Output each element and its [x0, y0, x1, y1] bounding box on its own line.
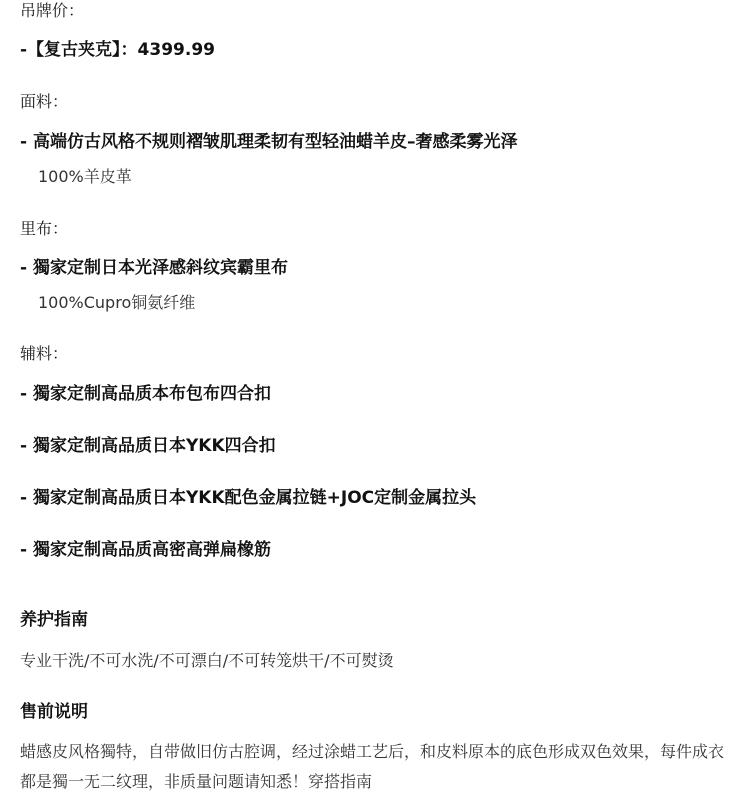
lining-item: - 獨家定制日本光泽感斜纹宾霸里布 [20, 258, 288, 278]
tag-price-label: 吊牌价： [20, 1, 85, 20]
lining-composition: 100%Cupro铜氨纤维 [38, 293, 196, 312]
accessory-item: - 獨家定制高品质日本YKK配色金属拉链+JOC定制金属拉头 [20, 488, 477, 508]
fabric-label: 面料： [20, 92, 69, 111]
care-title: 养护指南 [20, 610, 88, 630]
accessory-item: - 獨家定制高品质本布包布四合扣 [20, 384, 271, 404]
care-text: 专业干洗/不可水洗/不可漂白/不可转笼烘干/不可熨烫 [20, 651, 394, 670]
presale-title: 售前说明 [20, 702, 88, 722]
tag-price-item: -【复古夹克】：4399.99 [20, 40, 215, 60]
accessory-item: - 獨家定制高品质日本YKK四合扣 [20, 436, 276, 456]
presale-text: 蜡感皮风格獨特，自带做旧仿古腔调，经过涂蜡工艺后，和皮料原本的底色形成双色效果，每件成衣都是獨一无二纹理，非质量问题请知悉！穿搭指南 [20, 742, 725, 791]
accessory-item: - 獨家定制高品质高密高弹扁橡筋 [20, 540, 271, 560]
lining-label: 里布： [20, 219, 69, 238]
fabric-composition: 100%羊皮革 [38, 167, 132, 186]
fabric-item: - 高端仿古风格不规则褶皱肌理柔韧有型轻油蜡羊皮–奢感柔雾光泽 [20, 132, 518, 152]
accessories-label: 辅料： [20, 344, 69, 363]
